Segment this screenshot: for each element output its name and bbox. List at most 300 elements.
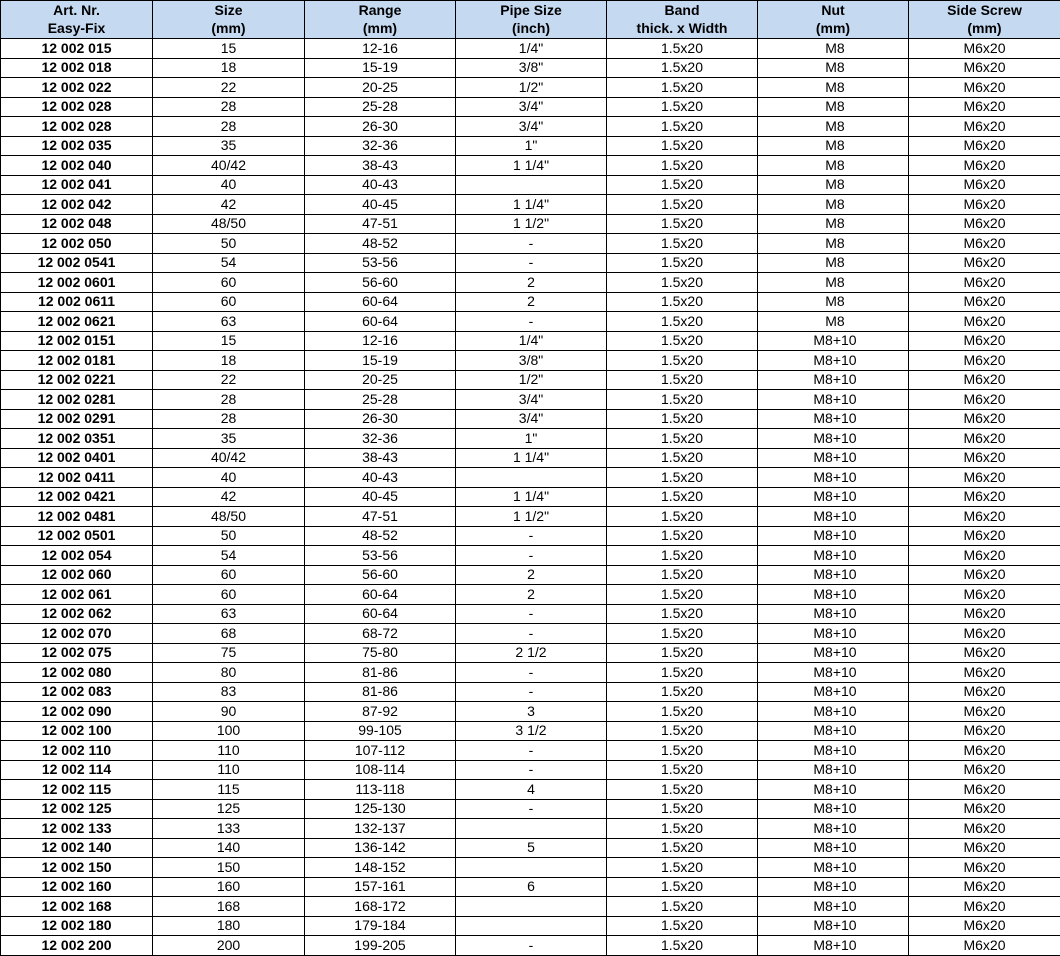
band-cell: 1.5x20 <box>607 643 758 663</box>
nut-cell: M8+10 <box>758 409 909 429</box>
art-nr-cell: 12 002 0621 <box>1 312 153 332</box>
side-screw-cell: M6x20 <box>909 604 1060 624</box>
range-cell: 20-25 <box>305 78 456 98</box>
band-cell: 1.5x20 <box>607 526 758 546</box>
table-row <box>1 858 1060 878</box>
pipe-size-cell: 3/4" <box>456 97 607 117</box>
table-row <box>1 273 1060 293</box>
side-screw-cell: M6x20 <box>909 429 1060 449</box>
nut-cell: M8+10 <box>758 819 909 839</box>
art-nr-cell: 12 002 075 <box>1 643 153 663</box>
range-cell: 12-16 <box>305 39 456 59</box>
pipe-size-cell: 2 <box>456 585 607 605</box>
range-cell: 47-51 <box>305 214 456 234</box>
nut-cell: M8+10 <box>758 390 909 410</box>
size-cell: 50 <box>153 526 305 546</box>
range-cell: 56-60 <box>305 565 456 585</box>
art-nr-cell: 12 002 028 <box>1 117 153 137</box>
table-row <box>1 58 1060 78</box>
band-cell: 1.5x20 <box>607 195 758 215</box>
side-screw-cell: M6x20 <box>909 97 1060 117</box>
art-nr-cell: 12 002 054 <box>1 546 153 566</box>
side-screw-cell: M6x20 <box>909 136 1060 156</box>
range-cell: 75-80 <box>305 643 456 663</box>
nut-cell: M8+10 <box>758 936 909 956</box>
band-cell: 1.5x20 <box>607 507 758 527</box>
table-row <box>1 546 1060 566</box>
side-screw-cell: M6x20 <box>909 312 1060 332</box>
nut-cell: M8+10 <box>758 370 909 390</box>
header-nut: Nut <box>758 1 909 20</box>
table-row <box>1 916 1060 936</box>
art-nr-cell: 12 002 048 <box>1 214 153 234</box>
size-cell: 83 <box>153 682 305 702</box>
nut-cell: M8+10 <box>758 780 909 800</box>
pipe-size-cell: 1/4" <box>456 39 607 59</box>
table-row <box>1 468 1060 488</box>
pipe-size-cell: - <box>456 234 607 254</box>
band-cell: 1.5x20 <box>607 214 758 234</box>
band-cell: 1.5x20 <box>607 897 758 917</box>
table-row <box>1 409 1060 429</box>
side-screw-cell: M6x20 <box>909 877 1060 897</box>
range-cell: 25-28 <box>305 97 456 117</box>
art-nr-cell: 12 002 070 <box>1 624 153 644</box>
art-nr-cell: 12 002 150 <box>1 858 153 878</box>
header-range-unit: (mm) <box>305 20 456 39</box>
pipe-size-cell: - <box>456 741 607 761</box>
side-screw-cell: M6x20 <box>909 468 1060 488</box>
header-nut-unit: (mm) <box>758 20 909 39</box>
pipe-size-cell: - <box>456 624 607 644</box>
nut-cell: M8+10 <box>758 351 909 371</box>
size-cell: 90 <box>153 702 305 722</box>
band-cell: 1.5x20 <box>607 97 758 117</box>
nut-cell: M8+10 <box>758 741 909 761</box>
range-cell: 107-112 <box>305 741 456 761</box>
side-screw-cell: M6x20 <box>909 897 1060 917</box>
pipe-size-cell: 1 1/4" <box>456 487 607 507</box>
size-cell: 22 <box>153 78 305 98</box>
header-row-2 <box>1 20 1060 39</box>
nut-cell: M8+10 <box>758 468 909 488</box>
size-cell: 42 <box>153 195 305 215</box>
size-cell: 28 <box>153 97 305 117</box>
nut-cell: M8 <box>758 175 909 195</box>
pipe-size-cell: 1" <box>456 136 607 156</box>
band-cell: 1.5x20 <box>607 780 758 800</box>
table-row <box>1 741 1060 761</box>
nut-cell: M8+10 <box>758 448 909 468</box>
side-screw-cell: M6x20 <box>909 663 1060 683</box>
art-nr-cell: 12 002 062 <box>1 604 153 624</box>
header-band-unit: thick. x Width <box>607 20 758 39</box>
art-nr-cell: 12 002 0421 <box>1 487 153 507</box>
range-cell: 60-64 <box>305 585 456 605</box>
header-row-1 <box>1 1 1060 20</box>
art-nr-cell: 12 002 0281 <box>1 390 153 410</box>
nut-cell: M8+10 <box>758 877 909 897</box>
size-cell: 60 <box>153 292 305 312</box>
art-nr-cell: 12 002 168 <box>1 897 153 917</box>
art-nr-cell: 12 002 050 <box>1 234 153 254</box>
range-cell: 38-43 <box>305 448 456 468</box>
pipe-size-cell: 2 <box>456 273 607 293</box>
pipe-size-cell: 3 <box>456 702 607 722</box>
pipe-size-cell: 3/4" <box>456 409 607 429</box>
nut-cell: M8 <box>758 312 909 332</box>
pipe-size-cell <box>456 858 607 878</box>
range-cell: 81-86 <box>305 682 456 702</box>
art-nr-cell: 12 002 0501 <box>1 526 153 546</box>
size-cell: 63 <box>153 604 305 624</box>
side-screw-cell: M6x20 <box>909 351 1060 371</box>
table-row <box>1 390 1060 410</box>
side-screw-cell: M6x20 <box>909 741 1060 761</box>
range-cell: 136-142 <box>305 838 456 858</box>
art-nr-cell: 12 002 0541 <box>1 253 153 273</box>
range-cell: 68-72 <box>305 624 456 644</box>
table-row <box>1 448 1060 468</box>
pipe-size-cell: - <box>456 526 607 546</box>
size-cell: 18 <box>153 351 305 371</box>
band-cell: 1.5x20 <box>607 331 758 351</box>
range-cell: 53-56 <box>305 253 456 273</box>
band-cell: 1.5x20 <box>607 156 758 176</box>
pipe-size-cell: 6 <box>456 877 607 897</box>
nut-cell: M8+10 <box>758 702 909 722</box>
art-nr-cell: 12 002 114 <box>1 760 153 780</box>
range-cell: 99-105 <box>305 721 456 741</box>
range-cell: 26-30 <box>305 117 456 137</box>
table-row <box>1 136 1060 156</box>
size-cell: 100 <box>153 721 305 741</box>
range-cell: 199-205 <box>305 936 456 956</box>
side-screw-cell: M6x20 <box>909 760 1060 780</box>
size-cell: 115 <box>153 780 305 800</box>
size-cell: 28 <box>153 117 305 137</box>
band-cell: 1.5x20 <box>607 390 758 410</box>
range-cell: 87-92 <box>305 702 456 722</box>
range-cell: 125-130 <box>305 799 456 819</box>
nut-cell: M8+10 <box>758 916 909 936</box>
range-cell: 60-64 <box>305 604 456 624</box>
size-cell: 80 <box>153 663 305 683</box>
table-row <box>1 838 1060 858</box>
nut-cell: M8+10 <box>758 507 909 527</box>
band-cell: 1.5x20 <box>607 136 758 156</box>
side-screw-cell: M6x20 <box>909 799 1060 819</box>
table-row <box>1 780 1060 800</box>
range-cell: 56-60 <box>305 273 456 293</box>
art-nr-cell: 12 002 028 <box>1 97 153 117</box>
art-nr-cell: 12 002 040 <box>1 156 153 176</box>
range-cell: 60-64 <box>305 312 456 332</box>
band-cell: 1.5x20 <box>607 741 758 761</box>
nut-cell: M8+10 <box>758 585 909 605</box>
size-cell: 168 <box>153 897 305 917</box>
pipe-size-cell: 3 1/2 <box>456 721 607 741</box>
range-cell: 168-172 <box>305 897 456 917</box>
table-row <box>1 253 1060 273</box>
nut-cell: M8 <box>758 78 909 98</box>
band-cell: 1.5x20 <box>607 487 758 507</box>
band-cell: 1.5x20 <box>607 936 758 956</box>
table-row <box>1 156 1060 176</box>
art-nr-cell: 12 002 060 <box>1 565 153 585</box>
pipe-size-cell: - <box>456 253 607 273</box>
header-pipe-size-unit: (inch) <box>456 20 607 39</box>
nut-cell: M8+10 <box>758 624 909 644</box>
side-screw-cell: M6x20 <box>909 546 1060 566</box>
table-row <box>1 234 1060 254</box>
range-cell: 179-184 <box>305 916 456 936</box>
side-screw-cell: M6x20 <box>909 58 1060 78</box>
size-cell: 150 <box>153 858 305 878</box>
nut-cell: M8+10 <box>758 858 909 878</box>
range-cell: 148-152 <box>305 858 456 878</box>
pipe-size-cell: 1 1/4" <box>456 448 607 468</box>
nut-cell: M8+10 <box>758 546 909 566</box>
band-cell: 1.5x20 <box>607 663 758 683</box>
nut-cell: M8 <box>758 136 909 156</box>
art-nr-cell: 12 002 022 <box>1 78 153 98</box>
range-cell: 132-137 <box>305 819 456 839</box>
size-cell: 54 <box>153 253 305 273</box>
size-cell: 133 <box>153 819 305 839</box>
art-nr-cell: 12 002 042 <box>1 195 153 215</box>
table-row <box>1 585 1060 605</box>
band-cell: 1.5x20 <box>607 78 758 98</box>
side-screw-cell: M6x20 <box>909 643 1060 663</box>
table-row <box>1 370 1060 390</box>
side-screw-cell: M6x20 <box>909 838 1060 858</box>
nut-cell: M8+10 <box>758 799 909 819</box>
size-cell: 22 <box>153 370 305 390</box>
band-cell: 1.5x20 <box>607 916 758 936</box>
side-screw-cell: M6x20 <box>909 448 1060 468</box>
size-cell: 200 <box>153 936 305 956</box>
side-screw-cell: M6x20 <box>909 487 1060 507</box>
band-cell: 1.5x20 <box>607 468 758 488</box>
nut-cell: M8+10 <box>758 760 909 780</box>
table-row <box>1 487 1060 507</box>
side-screw-cell: M6x20 <box>909 253 1060 273</box>
band-cell: 1.5x20 <box>607 877 758 897</box>
band-cell: 1.5x20 <box>607 604 758 624</box>
band-cell: 1.5x20 <box>607 273 758 293</box>
size-cell: 140 <box>153 838 305 858</box>
side-screw-cell: M6x20 <box>909 370 1060 390</box>
range-cell: 32-36 <box>305 136 456 156</box>
side-screw-cell: M6x20 <box>909 526 1060 546</box>
range-cell: 25-28 <box>305 390 456 410</box>
nut-cell: M8 <box>758 253 909 273</box>
band-cell: 1.5x20 <box>607 58 758 78</box>
table-row <box>1 604 1060 624</box>
range-cell: 12-16 <box>305 331 456 351</box>
art-nr-cell: 12 002 0411 <box>1 468 153 488</box>
header-pipe-size: Pipe Size <box>456 1 607 20</box>
side-screw-cell: M6x20 <box>909 819 1060 839</box>
side-screw-cell: M6x20 <box>909 409 1060 429</box>
table-row <box>1 78 1060 98</box>
pipe-size-cell <box>456 897 607 917</box>
art-nr-cell: 12 002 0611 <box>1 292 153 312</box>
art-nr-cell: 12 002 0481 <box>1 507 153 527</box>
pipe-size-cell: 3/8" <box>456 351 607 371</box>
side-screw-cell: M6x20 <box>909 585 1060 605</box>
side-screw-cell: M6x20 <box>909 39 1060 59</box>
range-cell: 38-43 <box>305 156 456 176</box>
range-cell: 40-43 <box>305 175 456 195</box>
nut-cell: M8 <box>758 214 909 234</box>
range-cell: 81-86 <box>305 663 456 683</box>
band-cell: 1.5x20 <box>607 351 758 371</box>
nut-cell: M8 <box>758 292 909 312</box>
side-screw-cell: M6x20 <box>909 117 1060 137</box>
side-screw-cell: M6x20 <box>909 858 1060 878</box>
nut-cell: M8+10 <box>758 663 909 683</box>
art-nr-cell: 12 002 140 <box>1 838 153 858</box>
range-cell: 20-25 <box>305 370 456 390</box>
art-nr-cell: 12 002 083 <box>1 682 153 702</box>
size-cell: 48/50 <box>153 214 305 234</box>
art-nr-cell: 12 002 035 <box>1 136 153 156</box>
table-body <box>1 39 1060 956</box>
size-cell: 60 <box>153 273 305 293</box>
side-screw-cell: M6x20 <box>909 721 1060 741</box>
size-cell: 60 <box>153 585 305 605</box>
band-cell: 1.5x20 <box>607 624 758 644</box>
side-screw-cell: M6x20 <box>909 936 1060 956</box>
size-cell: 18 <box>153 58 305 78</box>
table-row <box>1 507 1060 527</box>
pipe-size-cell: 3/8" <box>456 58 607 78</box>
table-row <box>1 331 1060 351</box>
band-cell: 1.5x20 <box>607 565 758 585</box>
band-cell: 1.5x20 <box>607 721 758 741</box>
table-row <box>1 819 1060 839</box>
band-cell: 1.5x20 <box>607 819 758 839</box>
table-row <box>1 292 1060 312</box>
size-cell: 110 <box>153 760 305 780</box>
table-row <box>1 721 1060 741</box>
pipe-size-cell: 1" <box>456 429 607 449</box>
nut-cell: M8 <box>758 234 909 254</box>
band-cell: 1.5x20 <box>607 409 758 429</box>
side-screw-cell: M6x20 <box>909 175 1060 195</box>
table-row <box>1 195 1060 215</box>
band-cell: 1.5x20 <box>607 429 758 449</box>
art-nr-cell: 12 002 0151 <box>1 331 153 351</box>
art-nr-cell: 12 002 125 <box>1 799 153 819</box>
size-cell: 35 <box>153 136 305 156</box>
band-cell: 1.5x20 <box>607 39 758 59</box>
pipe-size-cell: - <box>456 604 607 624</box>
table-row <box>1 643 1060 663</box>
range-cell: 26-30 <box>305 409 456 429</box>
header-size: Size <box>153 1 305 20</box>
size-cell: 42 <box>153 487 305 507</box>
band-cell: 1.5x20 <box>607 838 758 858</box>
table-row <box>1 429 1060 449</box>
art-nr-cell: 12 002 041 <box>1 175 153 195</box>
pipe-size-cell: 2 <box>456 292 607 312</box>
side-screw-cell: M6x20 <box>909 273 1060 293</box>
size-cell: 28 <box>153 390 305 410</box>
table-row <box>1 39 1060 59</box>
size-cell: 54 <box>153 546 305 566</box>
pipe-size-cell: 1 1/2" <box>456 507 607 527</box>
range-cell: 60-64 <box>305 292 456 312</box>
table-row <box>1 214 1060 234</box>
size-cell: 125 <box>153 799 305 819</box>
nut-cell: M8+10 <box>758 331 909 351</box>
pipe-size-cell: - <box>456 663 607 683</box>
table-row <box>1 877 1060 897</box>
table-row <box>1 624 1060 644</box>
band-cell: 1.5x20 <box>607 858 758 878</box>
size-cell: 40 <box>153 175 305 195</box>
nut-cell: M8 <box>758 156 909 176</box>
side-screw-cell: M6x20 <box>909 624 1060 644</box>
side-screw-cell: M6x20 <box>909 390 1060 410</box>
nut-cell: M8 <box>758 273 909 293</box>
band-cell: 1.5x20 <box>607 253 758 273</box>
range-cell: 53-56 <box>305 546 456 566</box>
nut-cell: M8+10 <box>758 526 909 546</box>
side-screw-cell: M6x20 <box>909 507 1060 527</box>
table-row <box>1 117 1060 137</box>
band-cell: 1.5x20 <box>607 370 758 390</box>
header-size-unit: (mm) <box>153 20 305 39</box>
range-cell: 157-161 <box>305 877 456 897</box>
range-cell: 48-52 <box>305 234 456 254</box>
header-art-nr: Art. Nr. <box>1 1 153 20</box>
size-cell: 75 <box>153 643 305 663</box>
side-screw-cell: M6x20 <box>909 156 1060 176</box>
side-screw-cell: M6x20 <box>909 702 1060 722</box>
band-cell: 1.5x20 <box>607 760 758 780</box>
art-nr-cell: 12 002 090 <box>1 702 153 722</box>
pipe-size-cell: 1/2" <box>456 370 607 390</box>
pipe-size-cell: - <box>456 312 607 332</box>
range-cell: 15-19 <box>305 58 456 78</box>
range-cell: 40-45 <box>305 195 456 215</box>
size-cell: 160 <box>153 877 305 897</box>
pipe-size-cell: 2 <box>456 565 607 585</box>
header-band: Band <box>607 1 758 20</box>
pipe-size-cell: - <box>456 682 607 702</box>
pipe-size-cell: 3/4" <box>456 390 607 410</box>
side-screw-cell: M6x20 <box>909 780 1060 800</box>
pipe-size-cell: 2 1/2 <box>456 643 607 663</box>
art-nr-cell: 12 002 110 <box>1 741 153 761</box>
nut-cell: M8 <box>758 58 909 78</box>
range-cell: 113-118 <box>305 780 456 800</box>
nut-cell: M8+10 <box>758 429 909 449</box>
size-cell: 40/42 <box>153 156 305 176</box>
pipe-size-cell <box>456 175 607 195</box>
range-cell: 108-114 <box>305 760 456 780</box>
size-cell: 48/50 <box>153 507 305 527</box>
art-nr-cell: 12 002 160 <box>1 877 153 897</box>
nut-cell: M8 <box>758 97 909 117</box>
range-cell: 48-52 <box>305 526 456 546</box>
size-cell: 68 <box>153 624 305 644</box>
size-cell: 15 <box>153 39 305 59</box>
